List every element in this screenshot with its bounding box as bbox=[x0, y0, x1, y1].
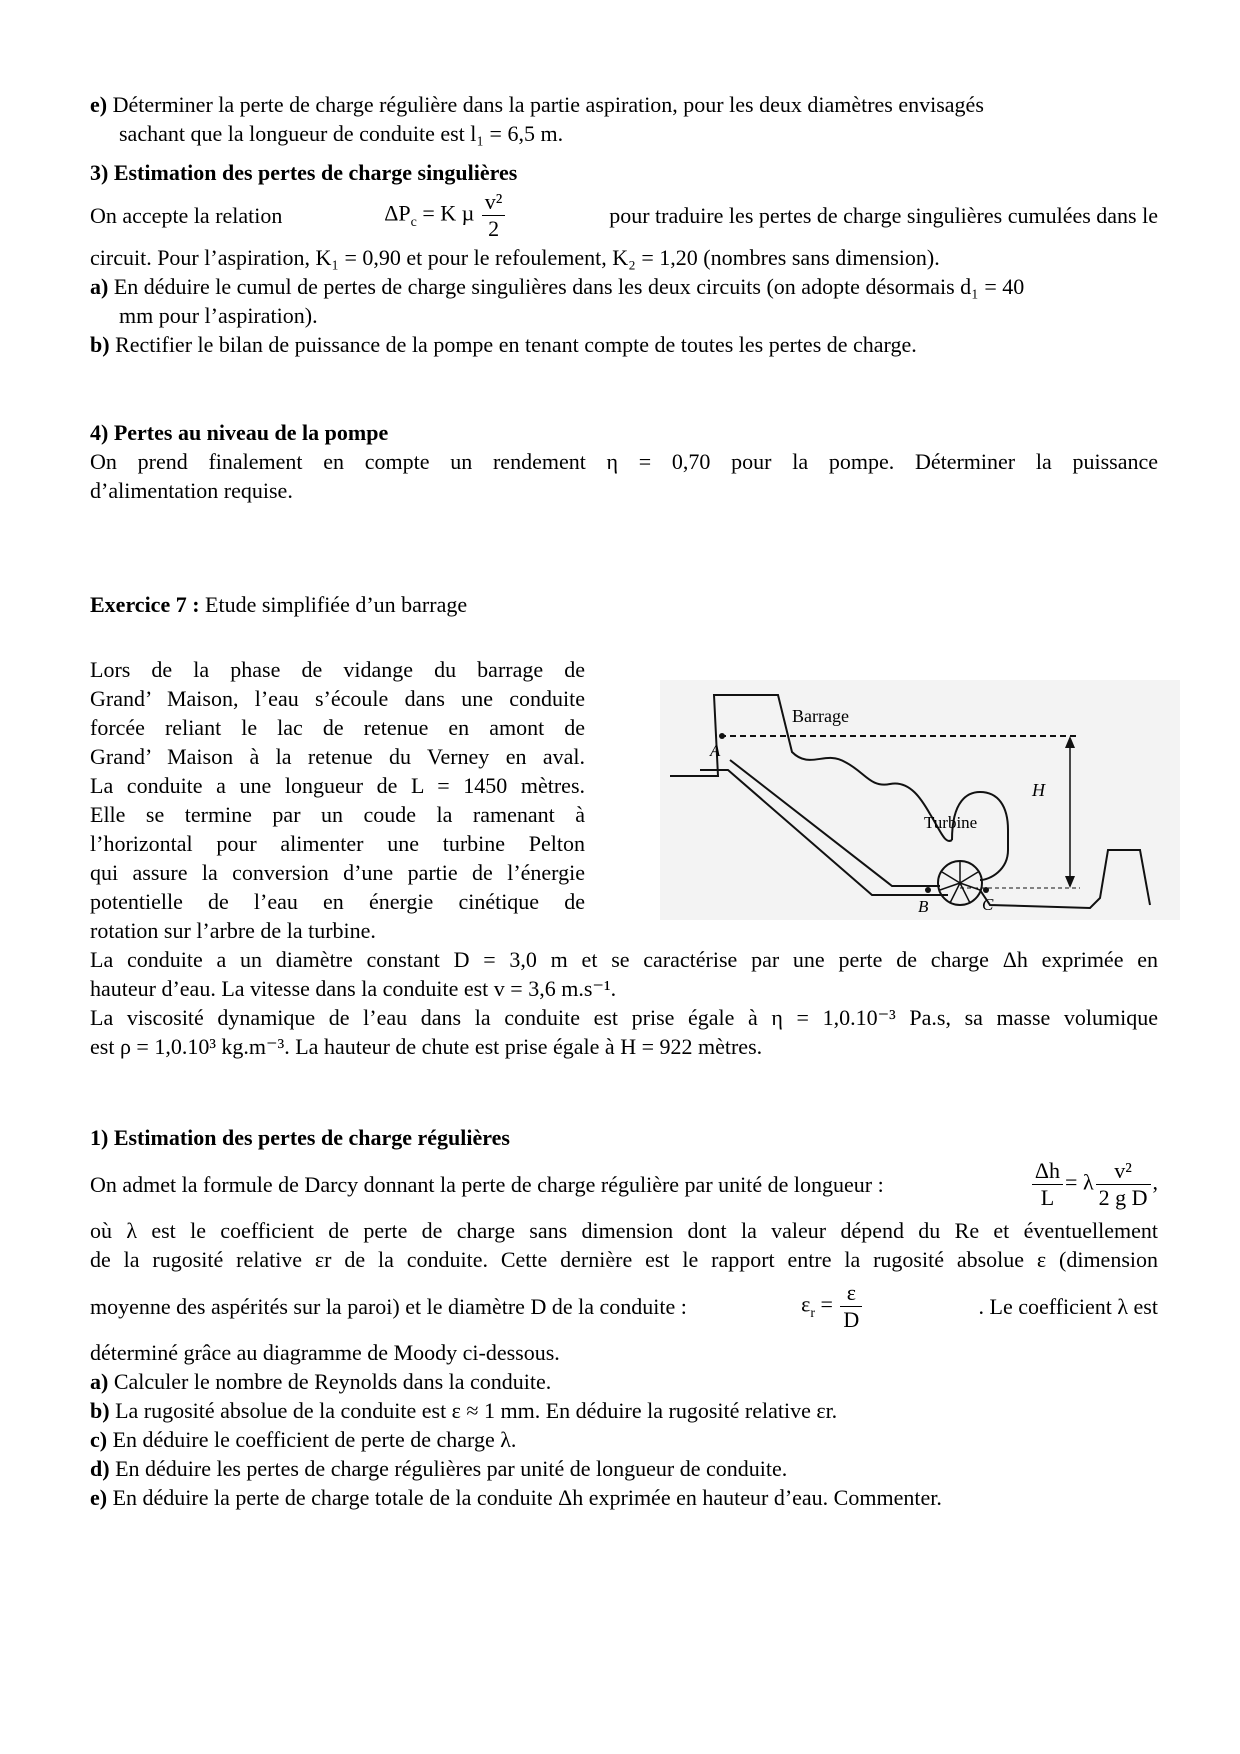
fraction bbox=[1096, 1158, 1151, 1211]
question-text-cont: mm pour l’aspiration). bbox=[119, 303, 318, 328]
question-text: La rugosité absolue de la conduite est ε ≈ 1 mm. En déduire la rugosité relative εr. bbox=[115, 1398, 838, 1423]
formula-part: = K µ bbox=[422, 200, 475, 226]
question-text: Calculer le nombre de Reynolds dans la conduite. bbox=[113, 1369, 552, 1394]
denominator: 2 g D bbox=[1098, 1184, 1148, 1210]
label-turbine: Turbine bbox=[924, 813, 978, 832]
formula-singular-loss bbox=[384, 189, 507, 242]
text: pour traduire les pertes de charge singulières cumulées dans le bbox=[609, 202, 1158, 228]
numerator: v² bbox=[482, 189, 506, 216]
question-text: En déduire la perte de charge totale de la conduite Δh exprimée en hauteur d’eau. Commenter. bbox=[112, 1485, 942, 1510]
darcy-line bbox=[90, 1152, 1158, 1216]
question-label: b) bbox=[90, 1398, 110, 1423]
fraction bbox=[1032, 1158, 1063, 1211]
exercise-title: Etude simplifiée d’un barrage bbox=[199, 592, 468, 617]
question-text: En déduire les pertes de charge régulières par unité de longueur de conduite. bbox=[115, 1456, 788, 1481]
intro-line: qui assure la conversion d’une partie de l’énergie bbox=[90, 860, 585, 885]
fraction bbox=[840, 1280, 862, 1333]
text: moyenne des aspérités sur la paroi) et le diamètre D de la conduite : bbox=[90, 1293, 687, 1319]
denominator: L bbox=[1040, 1184, 1055, 1210]
intro-line: potentielle de l’eau en énergie cinétique de bbox=[90, 889, 585, 914]
dam-diagram bbox=[660, 680, 1180, 920]
question-label: e) bbox=[90, 1485, 108, 1510]
formula-part: ΔP bbox=[384, 200, 411, 226]
label-barrage: Barrage bbox=[792, 706, 849, 726]
question-b bbox=[90, 1396, 1158, 1425]
dam-diagram-svg bbox=[660, 680, 1180, 920]
label-b: B bbox=[918, 897, 929, 916]
point-a-marker bbox=[719, 733, 725, 739]
formula-sub: c bbox=[410, 214, 417, 230]
fraction bbox=[482, 189, 506, 242]
text: On accepte la relation bbox=[90, 202, 283, 228]
exercise-7-title bbox=[90, 590, 1158, 619]
text: où λ est le coefficient de perte de charge sans dimension dont la valeur dépend du Re et éventuellement bbox=[90, 1218, 1158, 1243]
question-text: En déduire le coefficient de perte de charge λ. bbox=[112, 1427, 517, 1452]
exercise-7-params bbox=[90, 945, 1158, 1061]
question-text: Rectifier le bilan de puissance de la pompe en tenant compte de toutes les pertes de charge. bbox=[115, 332, 917, 357]
label-a: A bbox=[710, 741, 721, 760]
formula-part: = λ bbox=[1065, 1169, 1094, 1195]
denominator: D bbox=[843, 1306, 860, 1332]
denominator: 2 bbox=[488, 215, 500, 241]
exercise-label: Exercice 7 : bbox=[90, 592, 200, 617]
numerator: v² bbox=[1096, 1158, 1151, 1185]
section-3 bbox=[90, 158, 1158, 359]
text: est ρ = 1,0.10³ kg.m⁻³. La hauteur de chute est prise égale à H = 922 mètres. bbox=[90, 1034, 763, 1059]
point-b-marker bbox=[925, 887, 931, 893]
intro-line: Lors de la phase de vidange du barrage de bbox=[90, 657, 585, 682]
relative-roughness-line bbox=[90, 1274, 1158, 1338]
text: On prend finalement en compte un rendement η = 0,70 pour la pompe. Déterminer la puissance bbox=[90, 449, 1158, 474]
text: d’alimentation requise. bbox=[90, 478, 293, 503]
formula-relative-roughness: $\varepsilon_r$ = $\frac{\varepsilon}{D}$ bbox=[801, 1280, 864, 1333]
intro-line: Grand’ Maison à la retenue du Verney en aval. bbox=[90, 744, 585, 769]
formula-part: ε bbox=[801, 1291, 811, 1317]
section-title: 4) Pertes au niveau de la pompe bbox=[90, 420, 389, 445]
text: de la rugosité relative εr de la conduite. Cette dernière est le rapport entre la rugosité absolue ε (dimension bbox=[90, 1247, 1158, 1272]
question-e-top bbox=[90, 90, 1158, 148]
text: déterminé grâce au diagramme de Moody ci-dessous. bbox=[90, 1340, 560, 1365]
section-title: 3) Estimation des pertes de charge singulières bbox=[90, 160, 518, 185]
question-label: b) bbox=[90, 332, 110, 357]
question-d bbox=[90, 1454, 1158, 1483]
intro-line: rotation sur l’arbre de la turbine. bbox=[90, 918, 376, 943]
question-text: En déduire le cumul de pertes de charge singulières dans les deux circuits (on adopte désormais d₁ = 40 bbox=[113, 274, 1025, 299]
text: circuit. Pour l’aspiration, K₁ = 0,90 et pour le refoulement, K₂ = 1,20 (nombres sans dimension). bbox=[90, 245, 940, 270]
numerator: ε bbox=[840, 1280, 862, 1307]
question-label: a) bbox=[90, 1369, 109, 1394]
label-h: H bbox=[1032, 780, 1045, 800]
question-a bbox=[90, 1367, 1158, 1396]
formula-part: , bbox=[1152, 1169, 1158, 1195]
question-label: a) bbox=[90, 274, 109, 299]
text: hauteur d’eau. La vitesse dans la conduite est v = 3,6 m.s⁻¹. bbox=[90, 976, 617, 1001]
section-4 bbox=[90, 418, 1158, 505]
intro-line: l’horizontal pour alimenter une turbine Pelton bbox=[90, 831, 585, 856]
question-c bbox=[90, 1425, 1158, 1454]
exercise-7-intro bbox=[90, 655, 585, 945]
label-c: C bbox=[982, 895, 994, 914]
text: On admet la formule de Darcy donnant la perte de charge régulière par unité de longueur : bbox=[90, 1171, 884, 1197]
intro-line: La conduite a une longueur de L = 1450 mètres. bbox=[90, 773, 585, 798]
section-1 bbox=[90, 1123, 1158, 1512]
question-label: c) bbox=[90, 1427, 108, 1452]
intro-line: forcée reliant le lac de retenue en amont de bbox=[90, 715, 585, 740]
intro-line: Grand’ Maison, l’eau s’écoule dans une conduite bbox=[90, 686, 585, 711]
numerator: Δh bbox=[1032, 1158, 1063, 1185]
question-label: e) bbox=[90, 92, 108, 117]
point-c-marker bbox=[983, 887, 989, 893]
question-label: d) bbox=[90, 1456, 110, 1481]
relation-line bbox=[90, 187, 1158, 243]
formula-darcy bbox=[1030, 1158, 1158, 1211]
text: . Le coefficient λ est bbox=[978, 1293, 1158, 1319]
intro-line: Elle se termine par un coude la ramenant à bbox=[90, 802, 585, 827]
section-title: 1) Estimation des pertes de charge régulières bbox=[90, 1125, 510, 1150]
formula-sub: r bbox=[810, 1305, 815, 1321]
question-e bbox=[90, 1483, 1158, 1512]
text: La conduite a un diamètre constant D = 3,0 m et se caractérise par une perte de charge Δh exprimée en bbox=[90, 947, 1158, 972]
text: La viscosité dynamique de l’eau dans la conduite est prise égale à η = 1,0.10⁻³ Pa.s, sa masse volumique bbox=[90, 1005, 1158, 1030]
question-text-cont: sachant que la longueur de conduite est l₁ = 6,5 m. bbox=[119, 121, 564, 146]
question-text: Déterminer la perte de charge régulière dans la partie aspiration, pour les deux diamètres envisagés bbox=[112, 92, 984, 117]
